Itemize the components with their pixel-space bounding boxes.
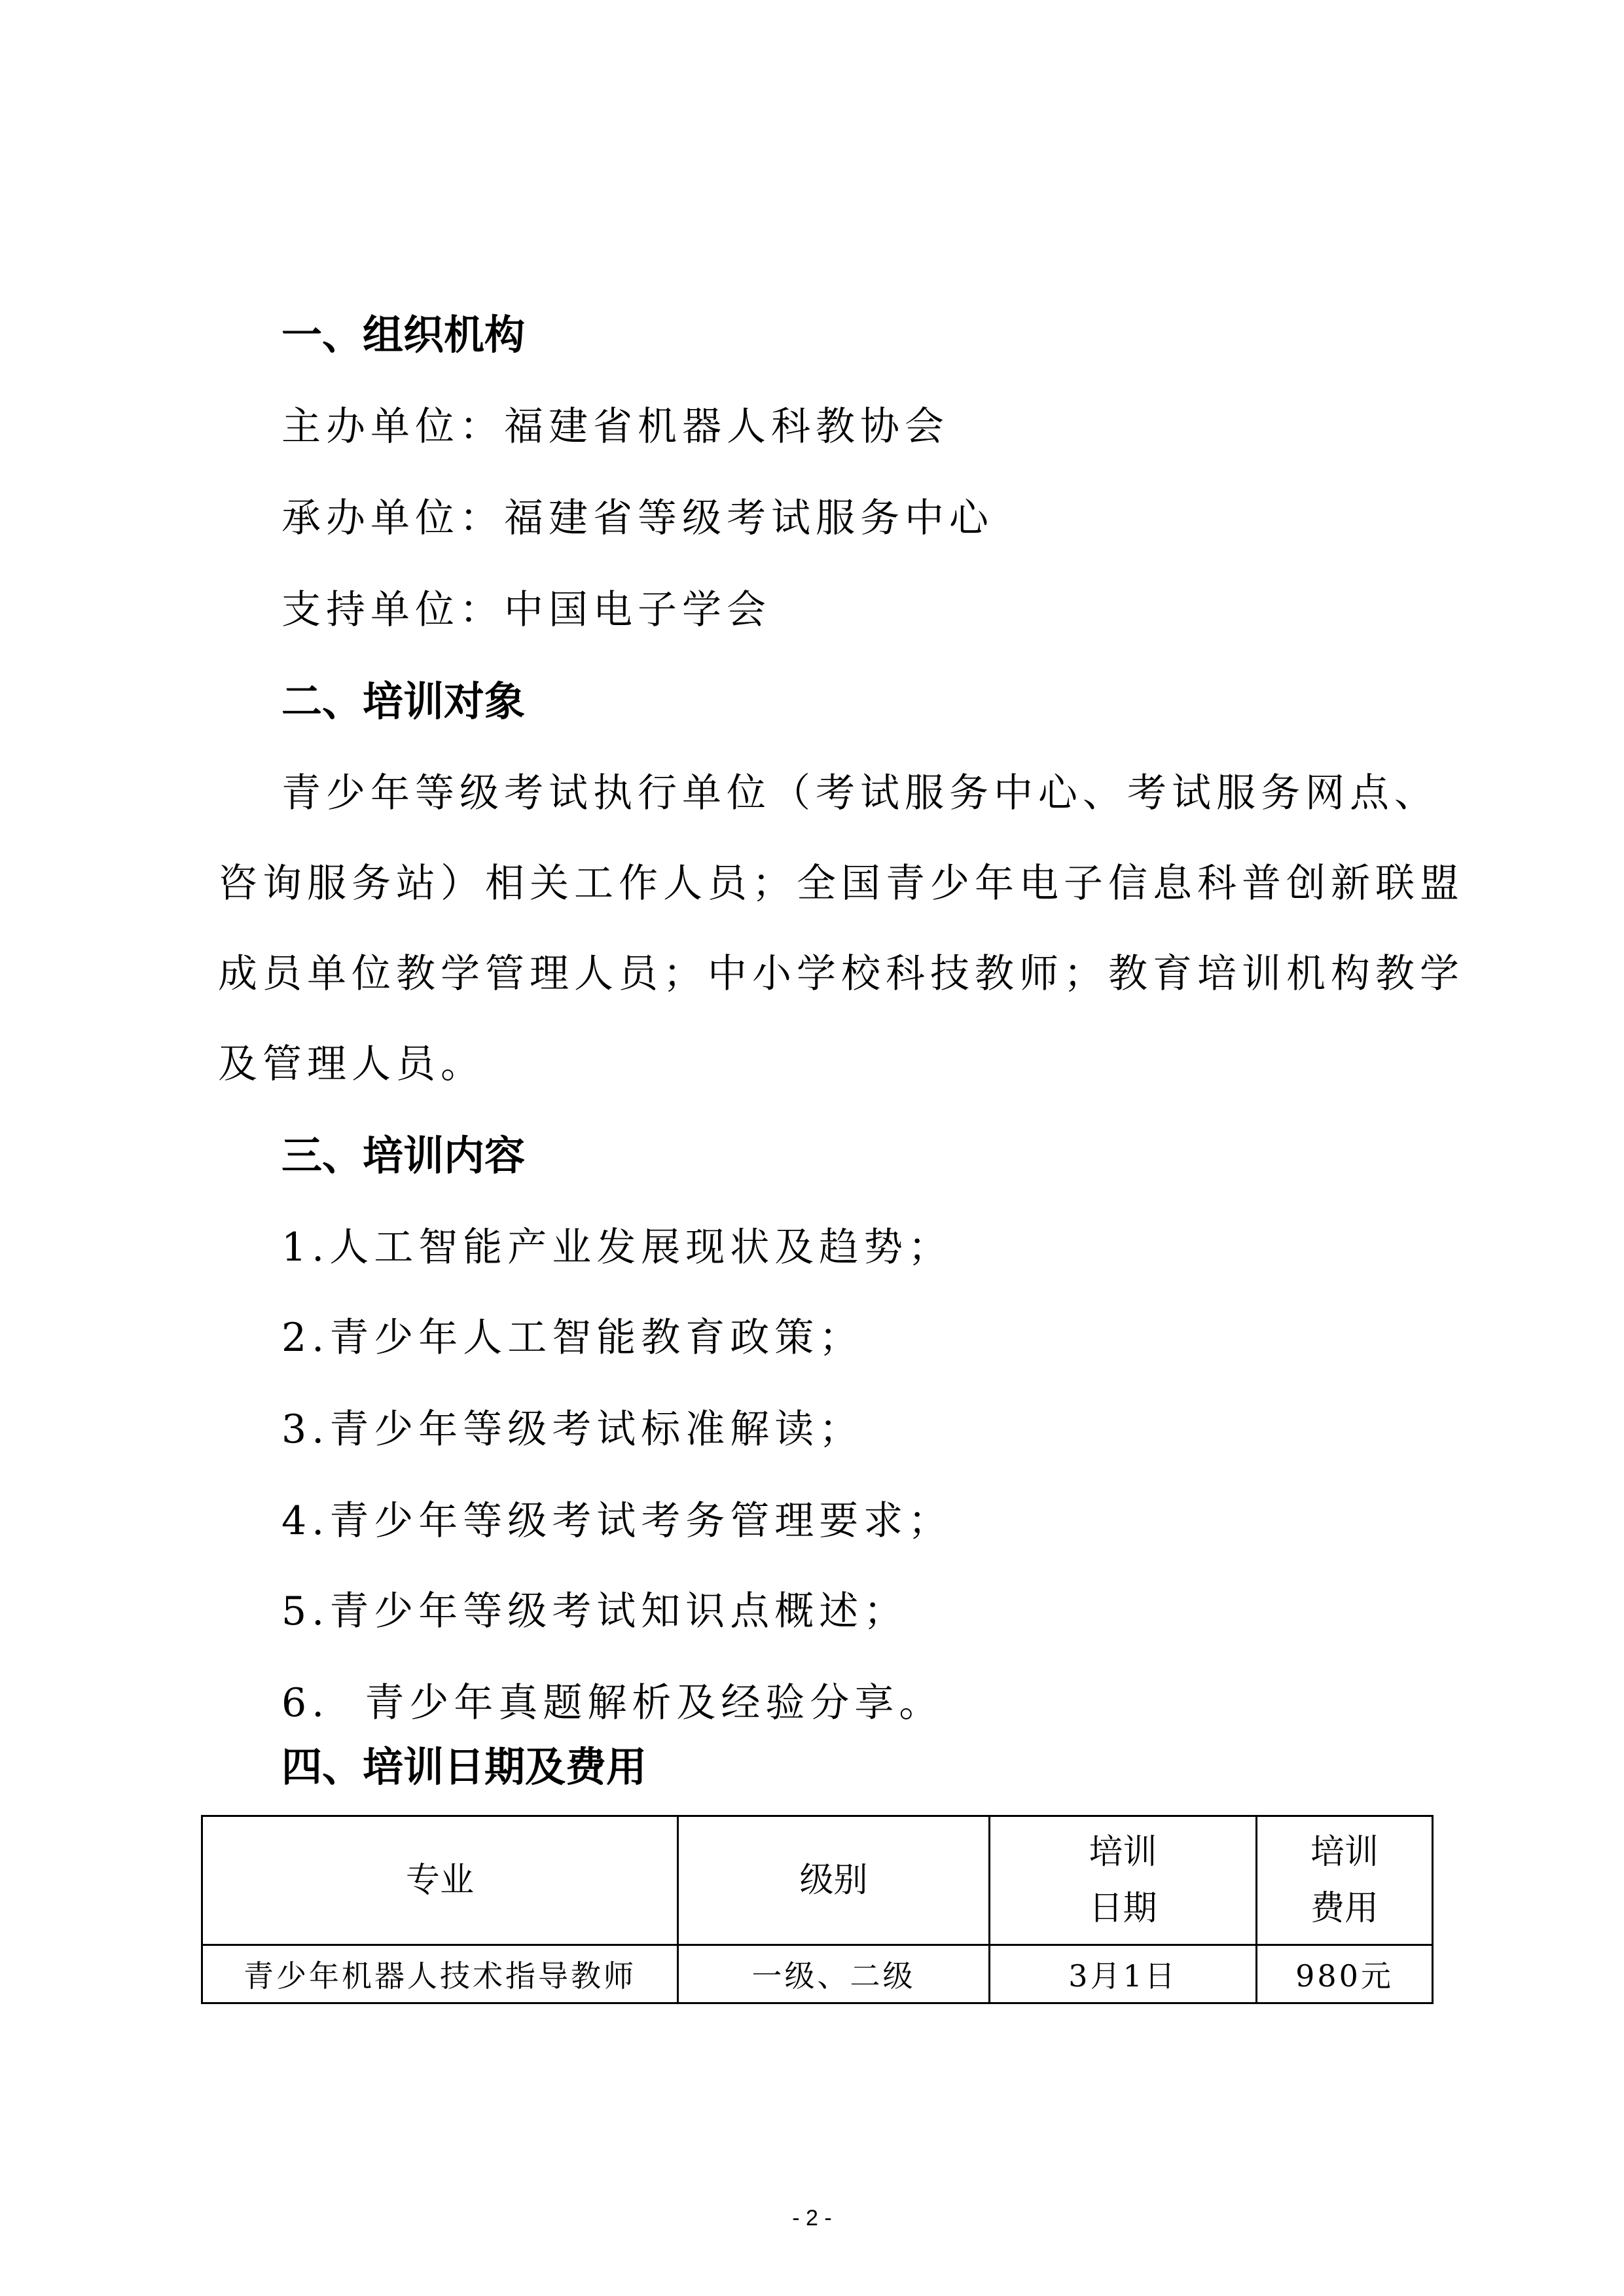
schedule-table [201, 1815, 1434, 2004]
section-heading-schedule-fees: 四、培训日期及费用 [281, 1743, 647, 1791]
page-number: - 2 - [792, 2206, 832, 2231]
section-heading-organization: 一、组织机构 [281, 311, 526, 359]
undertaker-line: 承办单位：福建省等级考试服务中心 [281, 495, 994, 541]
audience-paragraph-line-2: 咨询服务站）相关工作人员；全国青少年电子信息科普创新联盟 [218, 861, 1464, 906]
table-row [202, 1945, 1433, 2003]
audience-paragraph-line-3: 成员单位教学管理人员；中小学校科技教师；教育培训机构教学 [218, 951, 1464, 997]
section-heading-content: 三、培训内容 [281, 1132, 526, 1179]
header-fee-line-2: 费用 [1310, 1889, 1379, 1928]
section-heading-audience: 二、培训对象 [281, 677, 526, 725]
cell-level: 一级、二级 [678, 1945, 990, 2003]
supporter-line: 支持单位：中国电子学会 [281, 587, 771, 633]
content-item-3: 3.青少年等级考试标准解读； [281, 1407, 864, 1452]
cell-major: 青少年机器人技术指导教师 [202, 1945, 678, 2003]
content-item-5: 5.青少年等级考试知识点概述； [281, 1588, 909, 1634]
organizer-line: 主办单位：福建省机器人科教协会 [281, 404, 949, 450]
audience-paragraph-line-1: 青少年等级考试执行单位（考试服务中心、考试服务网点、 [281, 770, 1439, 816]
content-item-1: 1.人工智能产业发展现状及趋势； [281, 1225, 953, 1270]
table-header-row [202, 1816, 1433, 1945]
audience-paragraph-line-4: 及管理人员。 [218, 1041, 485, 1087]
content-item-4: 4.青少年等级考试考务管理要求； [281, 1498, 953, 1544]
header-fee [1257, 1816, 1433, 1945]
header-level: 级别 [678, 1816, 990, 1945]
header-major: 专业 [202, 1816, 678, 1945]
header-date [990, 1816, 1257, 1945]
cell-fee: 980元 [1257, 1945, 1433, 2003]
content-item-2: 2.青少年人工智能教育政策； [281, 1315, 864, 1361]
header-fee-line-1: 培训 [1310, 1833, 1379, 1872]
cell-date: 3月1日 [990, 1945, 1257, 2003]
header-date-line-1: 培训 [1089, 1833, 1157, 1872]
header-date-line-2: 日期 [1089, 1889, 1157, 1928]
content-item-6: 6. 青少年真题解析及经验分享。 [281, 1680, 944, 1726]
